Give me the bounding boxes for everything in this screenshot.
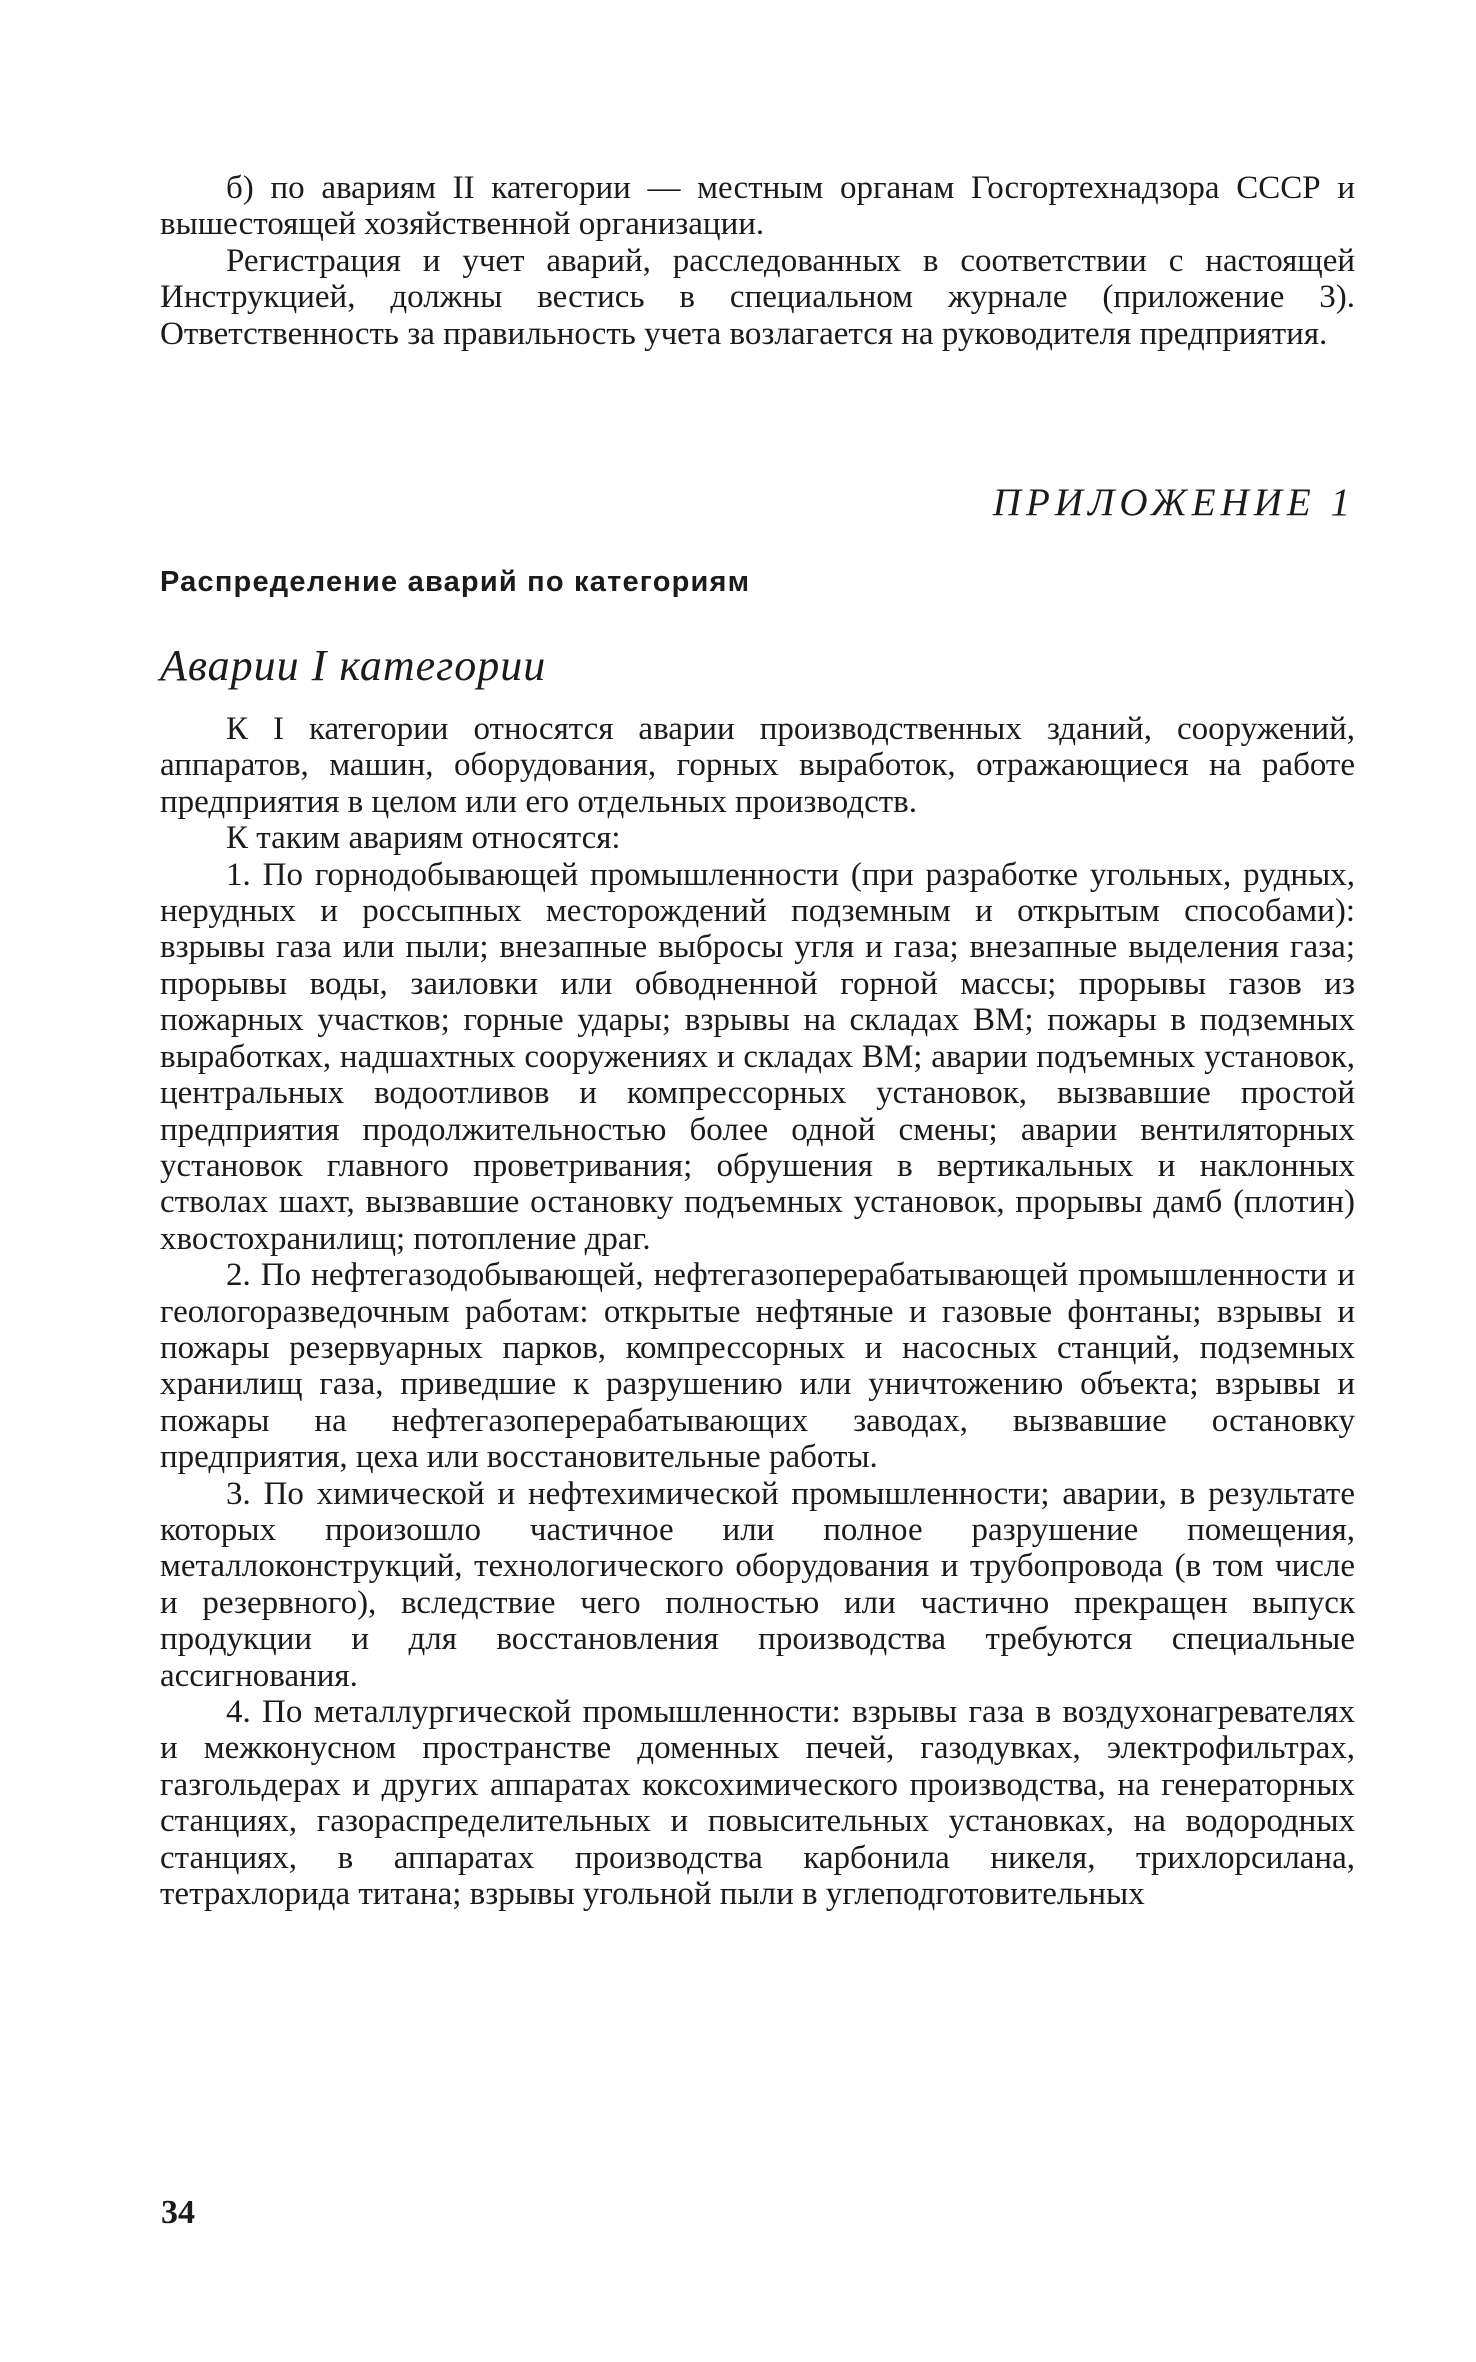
section-title: Распределение аварий по категориям — [160, 566, 751, 599]
paragraph-category-definition: К I категории относятся аварии производственных зданий, сооружений, аппаратов, машин, оборудования, горных выработок, отражающиеся на работе предприятия в целом или его отдельных производств. — [160, 711, 1355, 820]
subsection-title: Аварии I категории — [160, 641, 547, 691]
paragraph-mining: 1. По горнодобывающей промышленности (при разработке угольных, рудных, нерудных и россыпных месторождений подземным и открытым способами): взрывы газа или пыли; внезапные выбросы угля и газа; внезапные выделения газа; прорывы воды, заиловки или обводненной горной массы; прорывы газов из пожарных участков; горные удары; взрывы на складах ВМ; пожары в подземных выработках, надшахтных сооружениях и складах ВМ; аварии подъемных установок, центральных водоотливов и компрессорных установок, вызвавшие простой предприятия продолжительностью более одной смены; аварии вентиляторных установок главного проветривания; обрушения в вертикальных и наклонных стволах шахт, вызвавшие остановку подъемных установок, прорывы дамб (плотин) хвостохранилищ; потопление драг. — [160, 856, 1355, 1257]
page-number: 34 — [161, 2194, 195, 2231]
paragraph-metallurgy: 4. По металлургической промышленности: взрывы газа в воздухонагревателях и межконусном пространстве доменных печей, газодувках, электрофильтрах, газгольдерах и других аппаратах коксохимического производства, на генераторных станциях, газораспределительных и повысительных установках, на водородных станциях, в аппаратах производства карбонила никеля, трихлорсилана, тетрахлорида титана; взрывы угольной пыли в углеподготовительных — [160, 1694, 1355, 1913]
paragraph-registration: Регистрация и учет аварий, расследованных в соответствии с настоящей Инструкцией, должны вестись в специальном журнале (приложение 3). Ответственность за правильность учета возлагается на руководителя предприятия. — [160, 242, 1355, 352]
paragraph-chemical: 3. По химической и нефтехимической промышленности; аварии, в результате которых произошло частичное или полное разрушение помещения, металлоконструкций, технологического оборудования и трубопровода (в том числе и резервного), вследствие чего полностью или частично прекращен выпуск продукции и для восстановления производства требуются специальные ассигнования. — [160, 1475, 1355, 1694]
appendix-label: ПРИЛОЖЕНИЕ 1 — [992, 481, 1355, 525]
paragraph-reporting-category-2: б) по авариям II категории — местным органам Госгортехнадзора СССР и вышестоящей хозяйственной организации. — [160, 170, 1355, 243]
paragraph-oil-gas: 2. По нефтегазодобывающей, нефтегазоперерабатывающей промышленности и геологоразведочным работам: открытые нефтяные и газовые фонтаны; взрывы и пожары резервуарных парков, компрессорных и насосных станций, подземных хранилищ газа, приведшие к разрушению или уничтожению объекта; взрывы и пожары на нефтегазоперерабатывающих заводах, вызвавшие остановку предприятия, цеха или восстановительные работы. — [160, 1257, 1355, 1476]
page-content — [160, 170, 1355, 1912]
paragraph-list-intro: К таким авариям относятся: — [226, 820, 621, 857]
